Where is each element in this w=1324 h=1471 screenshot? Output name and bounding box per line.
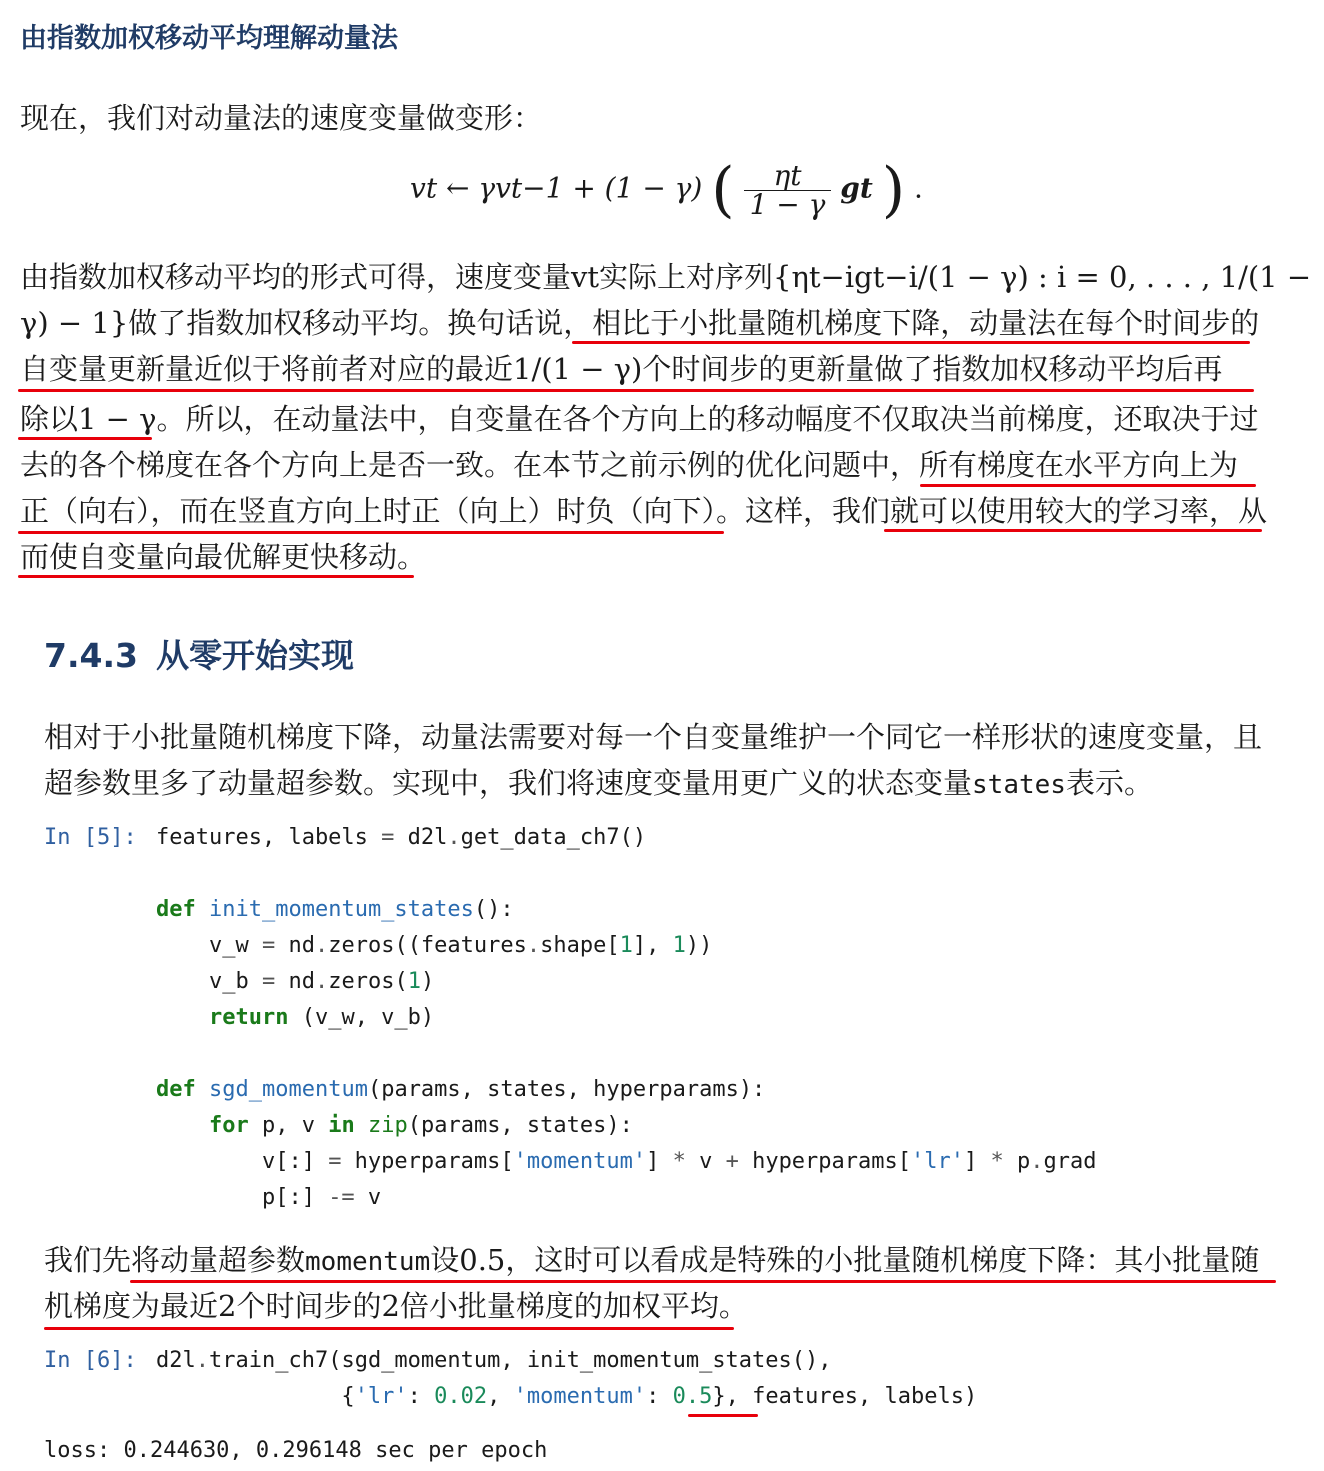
annotation-underline [18, 575, 414, 578]
paragraph1-line2: γ) − 1}做了指数加权移动平均。换句话说，相比于小批量随机梯度下降，动量法在每个时间步的 [20, 306, 1260, 340]
code-line: v_w = nd.zeros((features.shape[1], 1)) [156, 933, 713, 958]
code-line: def sgd_momentum(params, states, hyperparams): [156, 1077, 766, 1102]
paragraph1-line7: 而使自变量向最优解更快移动。 [20, 540, 427, 574]
paragraph1-line1: 由指数加权移动平均的形式可得，速度变量vt实际上对序列{ηt−igt−i/(1 − γ) : i = 0, . . . , 1/(1 − [20, 260, 1312, 294]
code-line [156, 856, 1096, 892]
code-line: {'lr': 0.02, 'momentum': 0.5}, features, labels) [156, 1384, 978, 1409]
section-number: 7.4.3 [44, 636, 138, 675]
code-cell-5[interactable] [156, 820, 1096, 1216]
paragraph3-line1 [44, 1237, 1259, 1285]
annotation-underline [572, 341, 1250, 344]
paragraph2-text: 表示。 [1065, 766, 1153, 800]
inline-code-momentum: momentum [305, 1247, 431, 1277]
paragraph1-line4: 除以1 − γ。所以，在动量法中，自变量在各个方向上的移动幅度不仅取决当前梯度，还取决于过 [20, 402, 1259, 436]
paragraph2-text: 超参数里多了动量超参数。实现中，我们将速度变量用更广义的状态变量 [44, 766, 973, 800]
formula-rhs: gt [840, 171, 873, 205]
paragraph1-line6: 正（向右），而在竖直方向上时正（向上）时负（向下）。这样，我们就可以使用较大的学习率，从 [20, 494, 1268, 528]
code-line [156, 1036, 1096, 1072]
paragraph3-line2: 机梯度为最近2个时间步的2倍小批量梯度的加权平均。 [44, 1289, 748, 1323]
annotation-underline [130, 1280, 1276, 1283]
paragraph2-line1: 相对于小批量随机梯度下降，动量法需要对每一个自变量维护一个同它一样形状的速度变量，且 [44, 720, 1263, 754]
annotation-underline [18, 531, 724, 534]
formula-lhs: vt ← γvt−1 + (1 − γ) [410, 171, 703, 205]
annotation-underline [18, 437, 152, 440]
paragraph1-line3: 自变量更新量近似于将前者对应的最近1/(1 − γ)个时间步的更新量做了指数加权移动平均后再 [20, 352, 1223, 386]
formula-frac-num: ηt [744, 162, 832, 191]
subheading: 由指数加权移动平均理解动量法 [20, 23, 398, 54]
annotation-underline [920, 484, 1256, 487]
cell-prompt: In [6]: [44, 1348, 137, 1373]
formula-fraction [744, 158, 832, 221]
annotation-underline [688, 1414, 758, 1417]
cell-prompt: In [5]: [44, 825, 137, 850]
momentum-formula [410, 155, 923, 225]
code-line: p[:] -= v [156, 1185, 382, 1210]
section-heading [44, 630, 354, 677]
formula-right-paren: ) [881, 155, 906, 225]
paragraph3-text: 我们先将动量超参数 [44, 1243, 306, 1277]
code-line: for p, v in zip(params, states): [208, 1113, 633, 1138]
formula-tail: . [914, 171, 923, 205]
inline-code-states: states [972, 770, 1066, 800]
annotation-underline [884, 529, 1262, 532]
annotation-underline [44, 1327, 734, 1330]
code-line: features, labels = d2l.get_data_ch7() [156, 825, 647, 850]
code-line: d2l.train_ch7(sgd_momentum, init_momentum_states(), [156, 1348, 832, 1373]
code-cell-6[interactable] [156, 1343, 977, 1415]
paragraph2-line2 [44, 760, 1153, 808]
code-line: return (v_w, v_b) [208, 1005, 435, 1030]
paragraph3-text: 设0.5，这时可以看成是特殊的小批量随机梯度下降：其小批量随 [430, 1243, 1260, 1277]
formula-left-paren: ( [711, 155, 735, 225]
paragraph1-line5: 去的各个梯度在各个方向上是否一致。在本节之前示例的优化问题中，所有梯度在水平方向上为 [20, 448, 1239, 482]
code-line: v_b = nd.zeros(1) [156, 969, 435, 994]
cell-output: loss: 0.244630, 0.296148 sec per epoch [44, 1438, 548, 1463]
code-line: v[:] = hyperparams['momentum'] * v + hyperparams['lr'] * p.grad [156, 1149, 1097, 1174]
code-line: def init_momentum_states(): [156, 897, 514, 922]
intro-text: 现在，我们对动量法的速度变量做变形： [20, 101, 543, 135]
annotation-underline [18, 389, 1254, 392]
section-title: 从零开始实现 [155, 636, 354, 675]
formula-frac-den: 1 − γ [749, 187, 826, 221]
